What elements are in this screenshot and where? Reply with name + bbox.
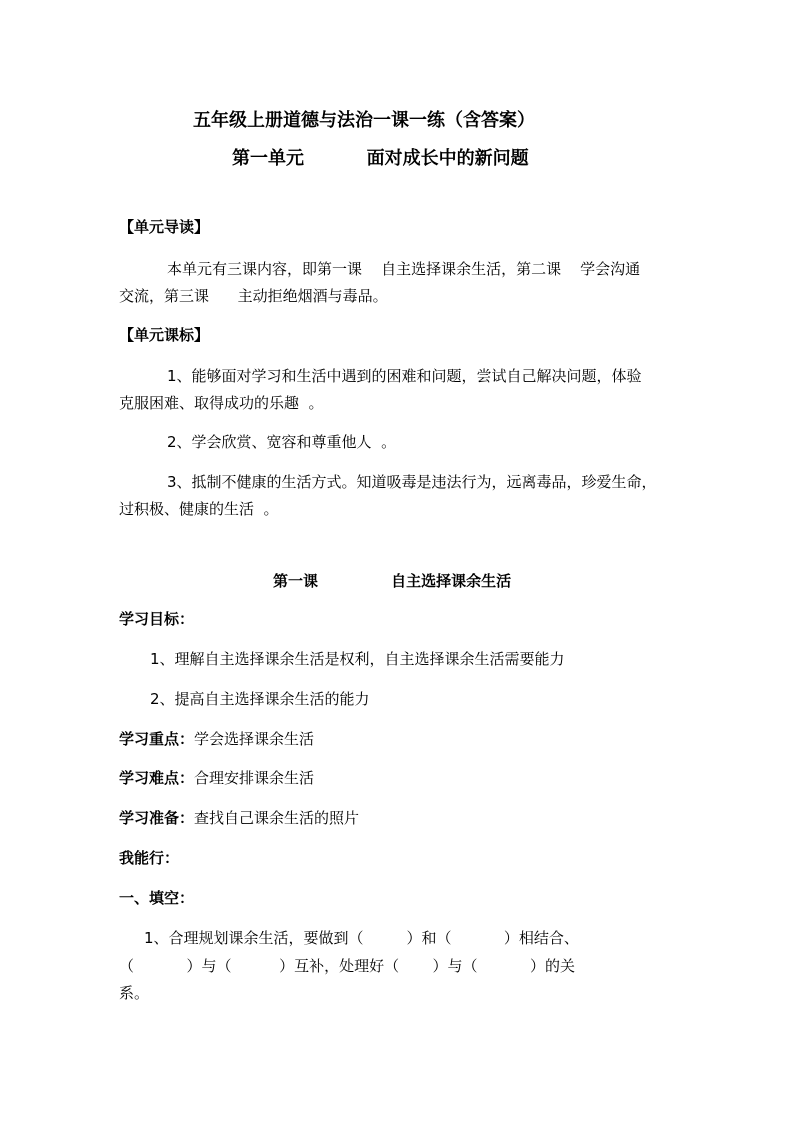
learning-key-label: 学习重点：	[119, 730, 195, 748]
unit-title: 第一单元 面对成长中的新问题	[232, 148, 529, 169]
unit-intro-text-line-2: 交流，第三课 主动拒绝烟酒与毒品。	[119, 287, 388, 305]
learning-difficulty-row	[119, 768, 314, 788]
learning-difficulty-text: 合理安排课余生活	[194, 769, 315, 787]
question-1-line-3: 系。	[119, 984, 150, 1002]
unit-intro-heading: 【单元导读】	[119, 218, 210, 236]
standard-item-1-line-2: 克服困难、取得成功的乐趣 。	[119, 394, 324, 412]
unit-standard-heading: 【单元课标】	[119, 326, 210, 344]
learning-prep-row	[119, 808, 359, 828]
standard-item-2: 2、学会欣赏、宽容和尊重他人 。	[167, 433, 397, 451]
learning-key-row	[119, 729, 314, 749]
learning-difficulty-label: 学习难点：	[119, 769, 195, 787]
unit-intro-text-line-1: 本单元有三课内容，即第一课 自主选择课余生活，第二课 学会沟通	[167, 260, 641, 278]
can-do-heading: 我能行：	[119, 849, 180, 867]
learning-goals-label: 学习目标：	[119, 610, 195, 628]
lesson-title: 第一课 自主选择课余生活	[273, 572, 512, 590]
question-1-line-2: （ ）与（ ）互补，处理好（ ）与（ ）的关	[119, 957, 575, 975]
fill-blank-section-heading: 一、填空：	[119, 889, 195, 907]
learning-goal-2: 2、提高自主选择课余生活的能力	[150, 690, 370, 708]
question-1-line-1: 1、合理规划课余生活，要做到（ ）和（ ）相结合、	[144, 929, 579, 947]
learning-goal-1: 1、理解自主选择课余生活是权利，自主选择课余生活需要能力	[150, 650, 565, 668]
learning-prep-label: 学习准备：	[119, 809, 195, 827]
standard-item-3-line-2: 过积极、健康的生活 。	[119, 500, 279, 518]
learning-prep-text: 查找自己课余生活的照片	[194, 809, 360, 827]
standard-item-1-line-1: 1、能够面对学习和生活中遇到的困难和问题，尝试自己解决问题，体验	[167, 367, 642, 385]
standard-item-3-line-1: 3、抵制不健康的生活方式。知道吸毒是违法行为，远离毒品，珍爱生命，	[167, 473, 657, 491]
learning-key-text: 学会选择课余生活	[194, 730, 315, 748]
document-title: 五年级上册道德与法治一课一练（含答案）	[193, 110, 535, 131]
